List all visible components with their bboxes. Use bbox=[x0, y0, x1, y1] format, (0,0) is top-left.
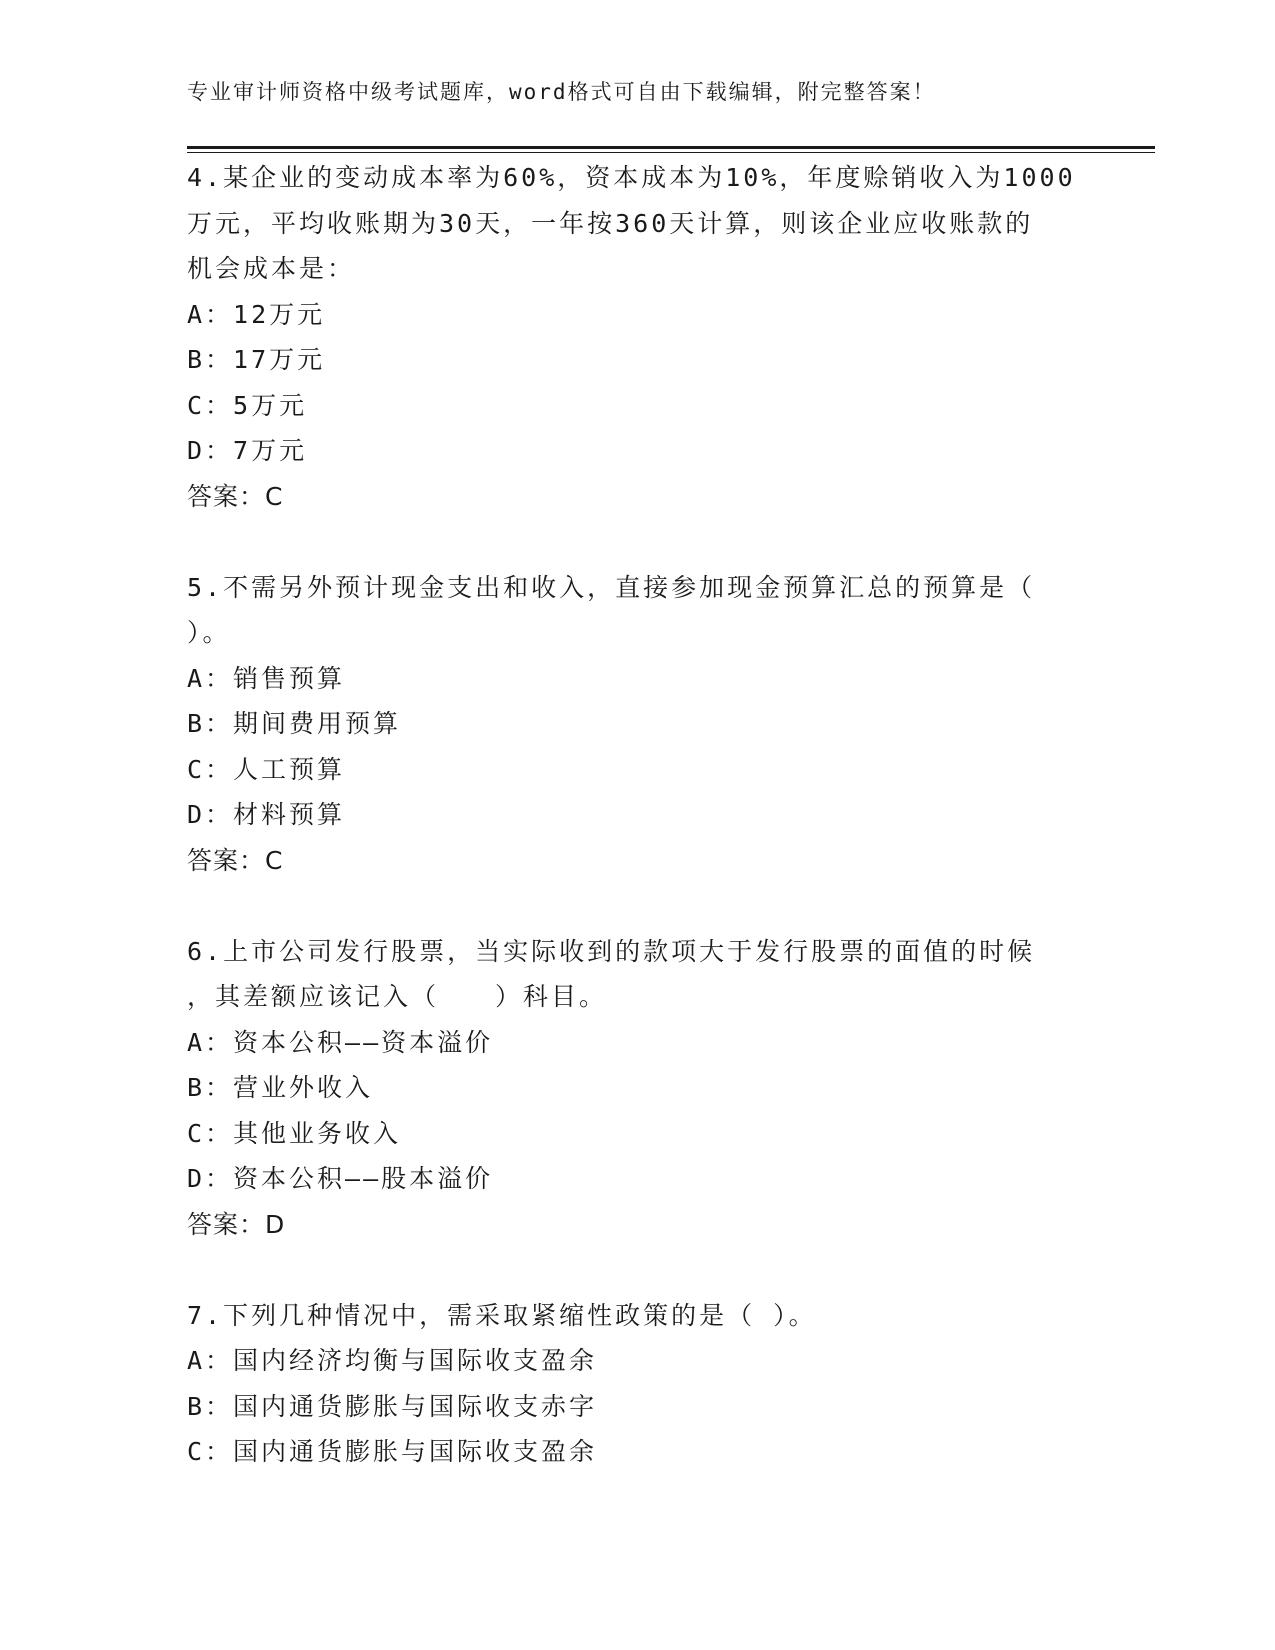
option-a: A：销售预算 bbox=[187, 663, 346, 693]
option-a: A：资本公积——资本溢价 bbox=[187, 1027, 494, 1057]
question-stem-line: 6.上市公司发行股票，当实际收到的款项大于发行股票的面值的时候 bbox=[187, 936, 1036, 966]
question-4 bbox=[187, 155, 1087, 519]
question-stem-line: 7.下列几种情况中，需采取紧缩性政策的是（ ）。 bbox=[187, 1300, 817, 1330]
header-rule-thick bbox=[187, 146, 1155, 149]
page-header: 专业审计师资格中级考试题库，word格式可自由下载编辑，附完整答案！ bbox=[187, 80, 936, 104]
option-c: C：国内通货膨胀与国际收支盈余 bbox=[187, 1437, 598, 1466]
option-b: B：期间费用预算 bbox=[187, 709, 402, 738]
answer-line: 答案：D bbox=[187, 1209, 286, 1239]
option-a: A：12万元 bbox=[187, 299, 326, 329]
option-b: B：国内通货膨胀与国际收支赤字 bbox=[187, 1391, 598, 1421]
question-stem-line: 4.某企业的变动成本率为60%，资本成本为10%，年度赊销收入为1000 bbox=[187, 163, 1076, 192]
question-stem-line: 万元，平均收账期为30天，一年按360天计算，则该企业应收账款的 bbox=[187, 208, 1034, 238]
header-rule-thin bbox=[187, 152, 1155, 153]
option-d: D：材料预算 bbox=[187, 800, 346, 829]
question-stem-line: ，其差额应该记入（ ）科目。 bbox=[187, 982, 608, 1011]
question-gap bbox=[187, 519, 1087, 565]
question-stem-line: 5.不需另外预计现金支出和收入，直接参加现金预算汇总的预算是（ bbox=[187, 572, 1036, 602]
option-b: B：17万元 bbox=[187, 345, 326, 374]
question-stem-line: ）。 bbox=[187, 618, 231, 647]
answer-line: 答案：C bbox=[187, 481, 284, 511]
question-gap bbox=[187, 1247, 1087, 1293]
option-b: B：营业外收入 bbox=[187, 1073, 374, 1102]
question-stem-line: 机会成本是： bbox=[187, 254, 356, 283]
option-d: D：资本公积——股本溢价 bbox=[187, 1164, 494, 1193]
question-list bbox=[187, 155, 1087, 1475]
option-c: C：5万元 bbox=[187, 390, 308, 420]
option-c: C：人工预算 bbox=[187, 754, 346, 784]
option-c: C：其他业务收入 bbox=[187, 1118, 402, 1148]
question-6 bbox=[187, 929, 1087, 1248]
question-gap bbox=[187, 883, 1087, 929]
option-d: D：7万元 bbox=[187, 436, 308, 465]
question-7 bbox=[187, 1293, 1087, 1475]
option-a: A：国内经济均衡与国际收支盈余 bbox=[187, 1346, 598, 1375]
question-5 bbox=[187, 565, 1087, 884]
answer-line: 答案：C bbox=[187, 845, 284, 875]
